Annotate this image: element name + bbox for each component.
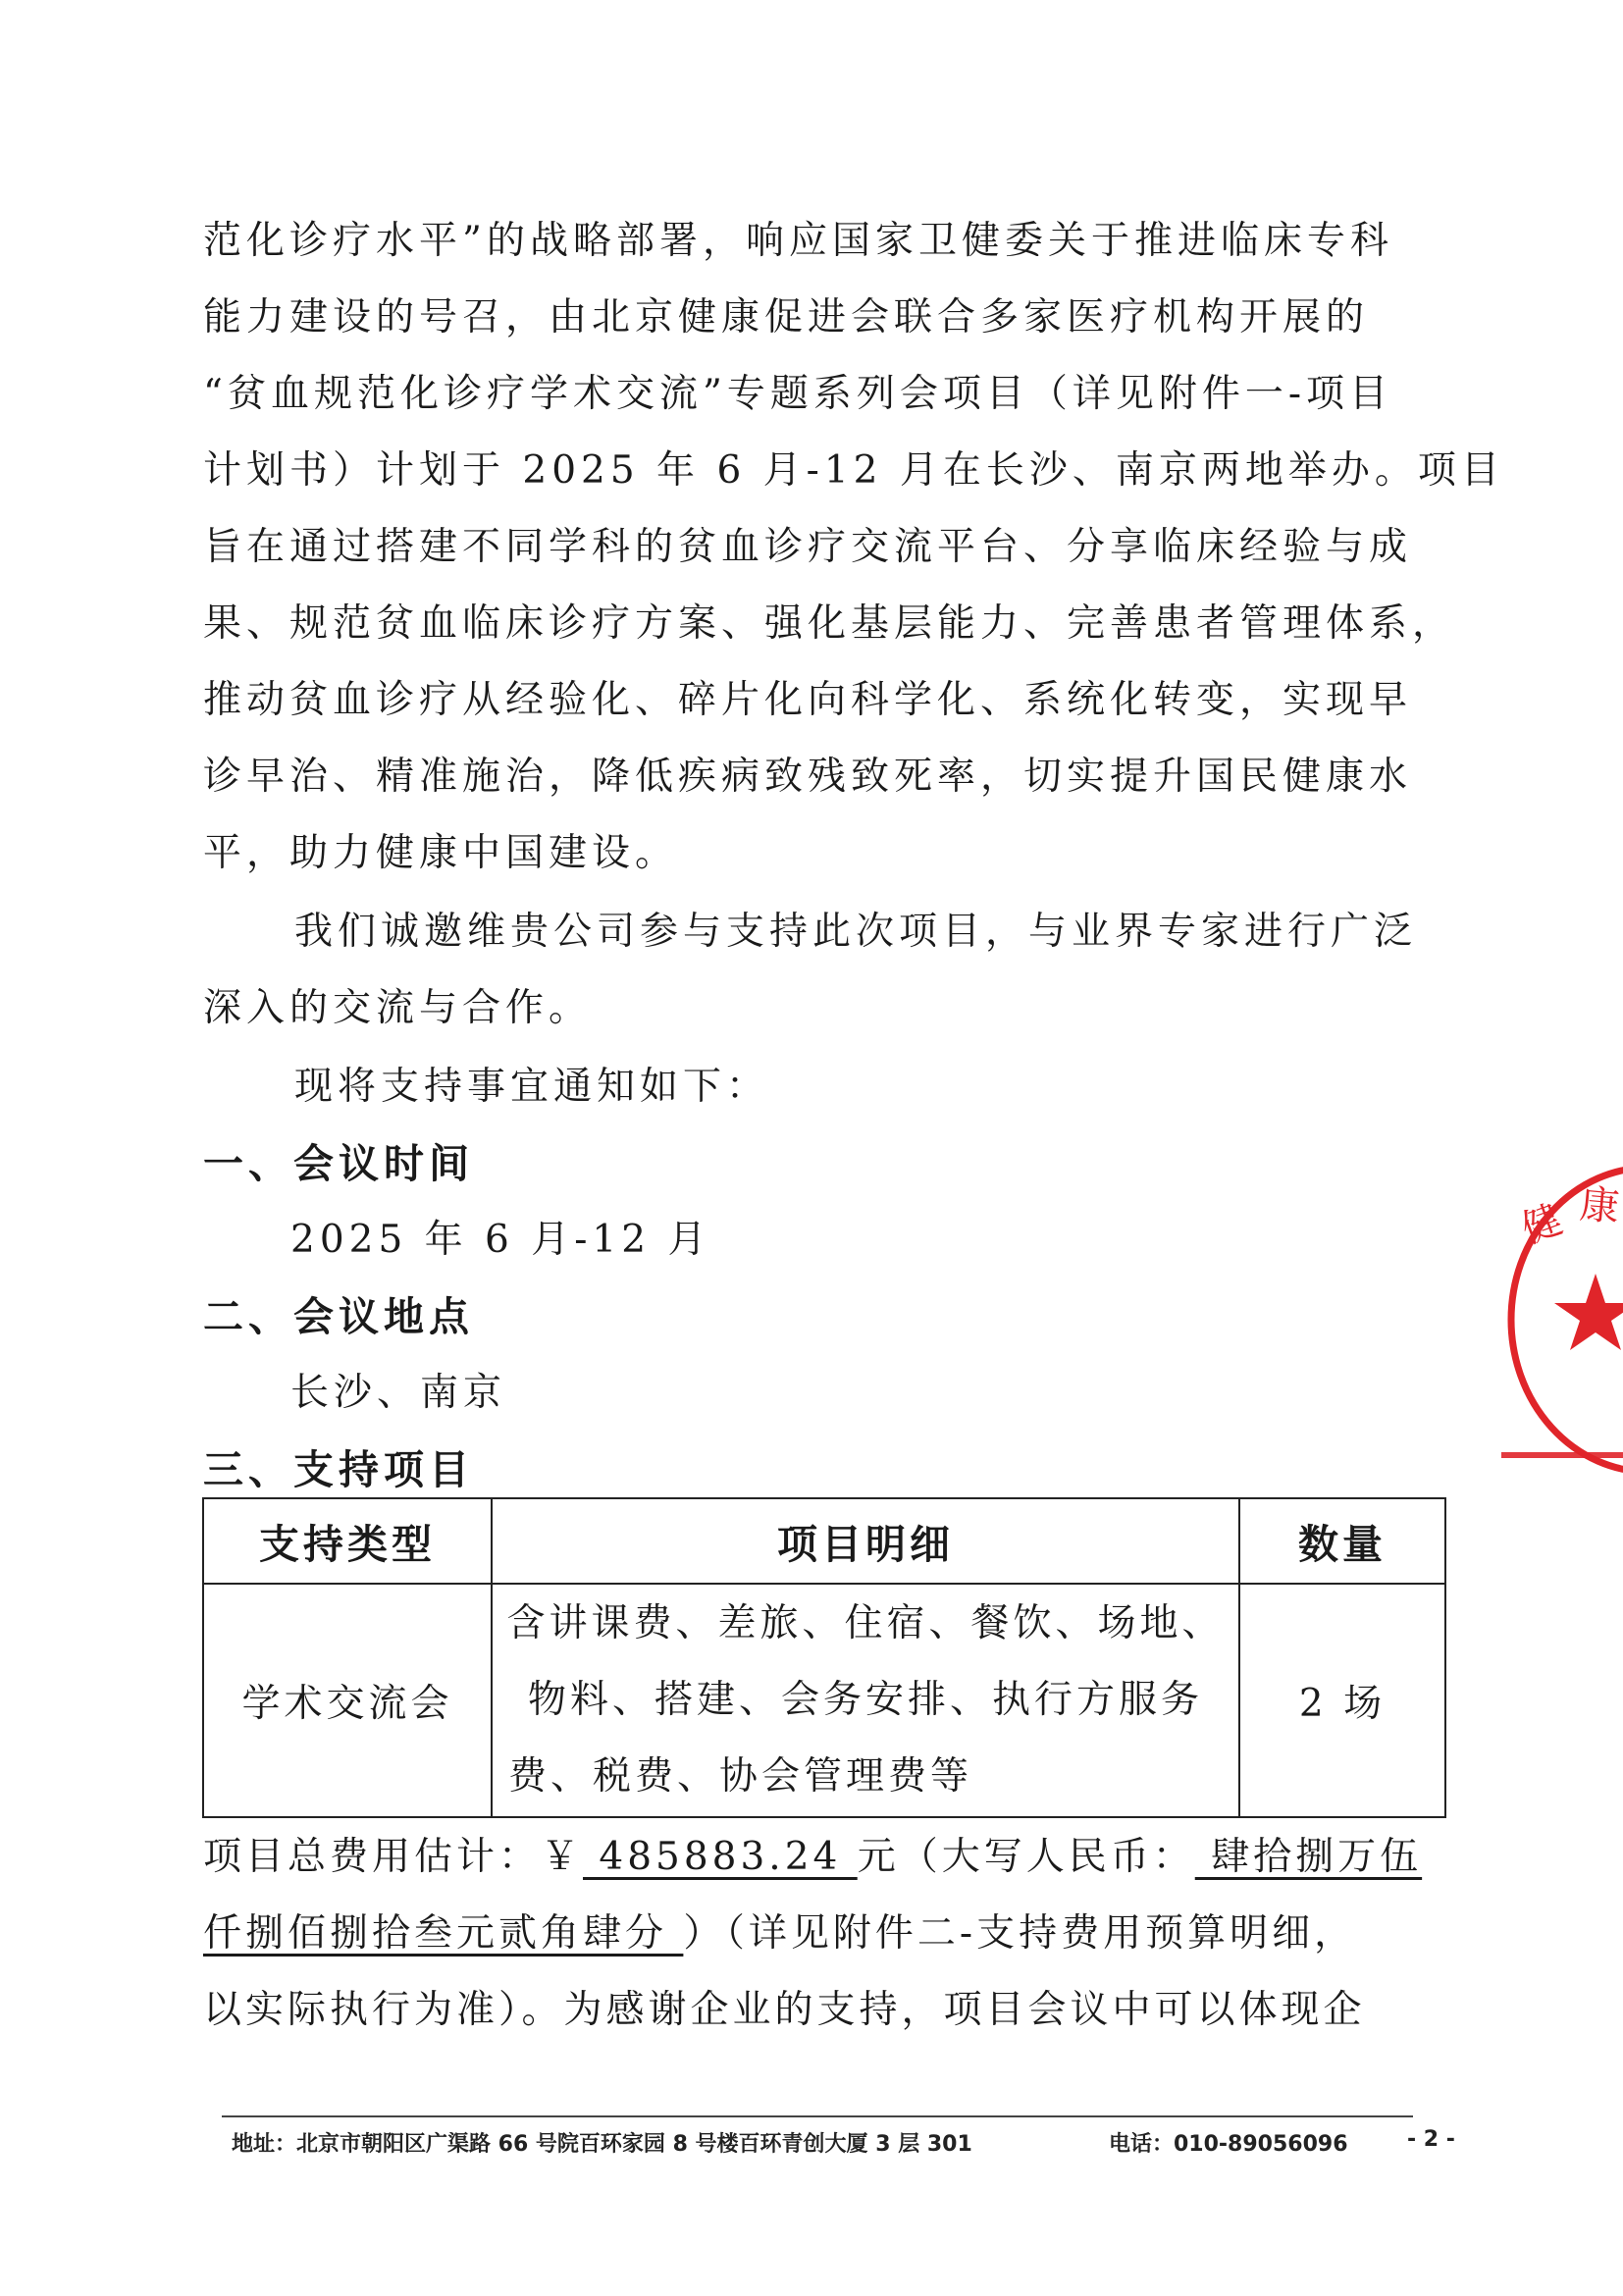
notice-text: 现将支持事宜通知如下： xyxy=(294,1065,770,1109)
invite-line: 我们诚邀维贵公司参与支持此次项目，与业界专家进行广泛 xyxy=(294,910,1418,954)
intro-line: 果、规范贫血临床诊疗方案、强化基层能力、完善患者管理体系， xyxy=(203,601,1456,646)
intro-line: “贫血规范化诊疗学术交流”专题系列会项目（详见附件一-项目 xyxy=(203,372,1393,416)
intro-line: 能力建设的号召，由北京健康促进会联合多家医疗机构开展的 xyxy=(203,295,1370,339)
table-header-qty: 数量 xyxy=(1239,1498,1445,1584)
seal-icon xyxy=(1501,1158,1623,1482)
cost-line2-suffix: ）（详见附件二-支持费用预算明细， xyxy=(683,1911,1357,1956)
cost-line-2 xyxy=(203,1896,1356,1972)
meeting-time-value: 2025 年 6 月-12 月 xyxy=(290,1218,711,1262)
table-header-detail: 项目明细 xyxy=(492,1498,1239,1584)
section-heading-place: 二、会议地点 xyxy=(203,1293,474,1340)
intro-line: 范化诊疗水平”的战略部署，响应国家卫健委关于推进临床专科 xyxy=(203,219,1393,263)
intro-line: 推动贫血诊疗从经验化、碎片化向科学化、系统化转变，实现早 xyxy=(203,678,1413,722)
intro-line: 计划书）计划于 2025 年 6 月-12 月在长沙、南京两地举办。项目 xyxy=(203,448,1504,493)
section-heading-time: 一、会议时间 xyxy=(203,1140,474,1187)
table-row xyxy=(203,1584,1445,1817)
meeting-place-value: 长沙、南京 xyxy=(290,1371,507,1415)
invite-line: 深入的交流与合作。 xyxy=(203,986,593,1030)
intro-line: 平，助力健康中国建设。 xyxy=(203,831,679,875)
cost-prefix: 项目总费用估计：￥ xyxy=(203,1835,584,1879)
detail-line: 物料、搭建、会务安排、执行方服务 xyxy=(527,1678,1203,1722)
footer-address: 地址：北京市朝阳区广渠路 66 号院百环家园 8 号楼百环青创大厦 3 层 301 xyxy=(232,2132,972,2157)
detail-line: 费、税费、协会管理费等 xyxy=(508,1754,973,1799)
seal-char: 康 xyxy=(1578,1181,1621,1231)
section-heading-support: 三、支持项目 xyxy=(203,1446,474,1493)
table-cell-qty: 2 场 xyxy=(1239,1584,1445,1817)
page-number: - 2 - xyxy=(1407,2127,1455,2152)
table-cell-type: 学术交流会 xyxy=(203,1584,492,1817)
seal-char: 健 xyxy=(1515,1196,1569,1253)
support-table xyxy=(202,1497,1446,1818)
official-seal-stamp xyxy=(1501,1158,1623,1482)
cost-upper-part2: 仟捌佰捌拾叁元贰角肆分 xyxy=(203,1911,684,1956)
detail-line: 含讲课费、差旅、住宿、餐饮、场地、 xyxy=(506,1601,1225,1645)
footer-divider xyxy=(222,2115,1413,2117)
footer-phone: 电话：010-89056096 xyxy=(1109,2132,1348,2157)
table-cell-detail xyxy=(492,1584,1239,1817)
intro-line: 诊早治、精准施治，降低疾病致残致死率，切实提升国民健康水 xyxy=(203,755,1413,799)
cost-amount: 485883.24 xyxy=(583,1835,858,1879)
cost-mid: 元（大写人民币： xyxy=(857,1835,1195,1879)
cost-line-3: 以实际执行为准）。为感谢企业的支持，项目会议中可以体现企 xyxy=(203,1988,1366,2032)
intro-line: 旨在通过搭建不同学科的贫血诊疗交流平台、分享临床经验与成 xyxy=(203,525,1413,569)
table-header-row xyxy=(203,1498,1445,1584)
cost-line-1 xyxy=(203,1819,1422,1896)
seal-star-icon xyxy=(1554,1274,1623,1350)
table-header-type: 支持类型 xyxy=(203,1498,492,1584)
cost-upper-part1: 肆拾捌万伍 xyxy=(1194,1835,1423,1879)
